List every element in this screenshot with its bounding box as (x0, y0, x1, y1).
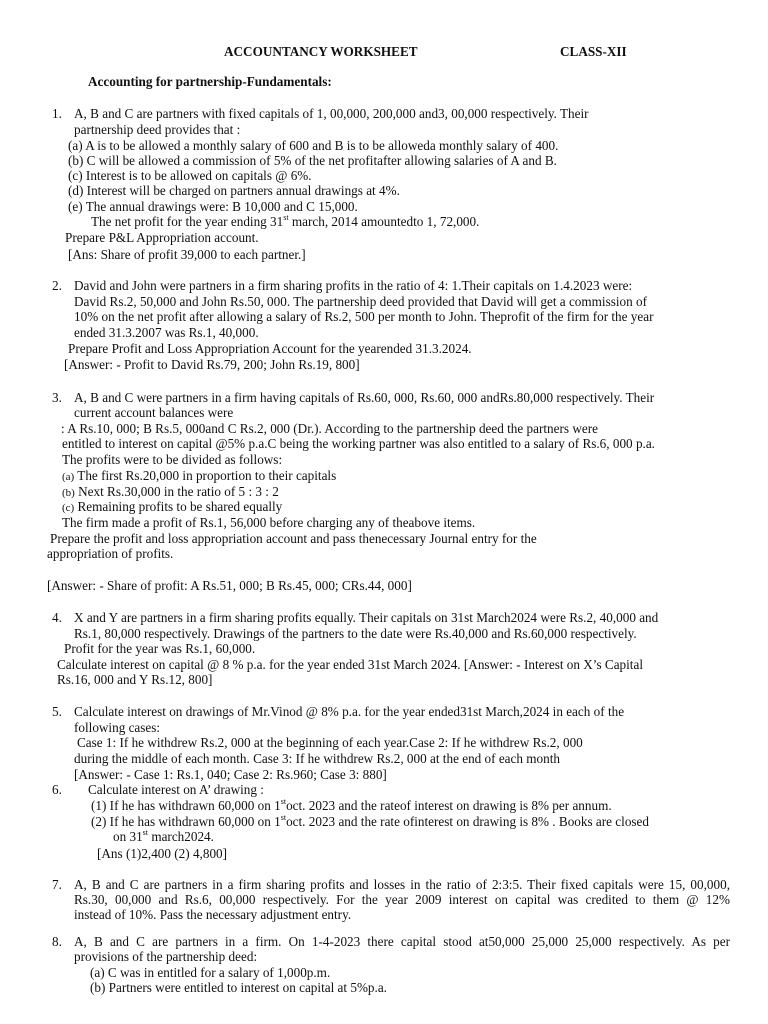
class-label: CLASS-XII (560, 44, 627, 59)
question-instruction: Prepare P&L Appropriation account. (65, 230, 259, 245)
question-line: : A Rs.10, 000; B Rs.5, 000and C Rs.2, 000 (Dr.). According to the partnership deed the partners were (61, 421, 598, 436)
answer-line: [Ans: Share of profit 39,000 to each partner.] (68, 247, 306, 262)
question-line: ended 31.3.2007 was Rs.1, 40,000. (74, 325, 259, 340)
question-line: Calculate interest on drawings of Mr.Vinod @ 8% p.a. for the year ended31st March,2024 in each of the (74, 704, 625, 719)
answer-line: Rs.16, 000 and Y Rs.12, 800] (57, 672, 213, 687)
question-instruction: Prepare Profit and Loss Appropriation Account for the yearended 31.3.2024. (68, 341, 472, 356)
question-subitem: (c) Interest is to be allowed on capitals @ 6%. (68, 168, 312, 183)
question-line: The net profit for the year ending 31st march, 2014 amountedto 1, 72,000. (91, 212, 480, 229)
question-number: 2. (52, 278, 62, 293)
question-line: X and Y are partners in a firm sharing profits equally. Their capitals on 31st March2024 were Rs.2, 40,000 and (74, 610, 659, 625)
answer-line: [Answer: - Profit to David Rs.79, 200; John Rs.19, 800] (64, 357, 360, 372)
question-instruction: Prepare the profit and loss appropriation account and pass thenecessary Journal entry for the (50, 531, 537, 546)
question-number: 5. (52, 704, 62, 719)
question-line: David and John were partners in a firm sharing profits in the ratio of 4: 1.Their capitals on 1.4.2023 were: (74, 278, 633, 293)
answer-line: [Ans (1)2,400 (2) 4,800] (97, 846, 228, 861)
question-subitem: (a) A is to be allowed a monthly salary of 600 and B is to be alloweda monthly salary of 400. (68, 138, 559, 153)
question-number: 1. (52, 106, 62, 121)
question-subitem: (d) Interest will be charged on partners annual drawings at 4%. (68, 183, 400, 198)
question-number: 4. (52, 610, 62, 625)
question-subitem: (b) C will be allowed a commission of 5% of the net profitafter allowing salaries of A and B. (68, 153, 557, 168)
question-subitem: (c) Remaining profits to be shared equally (62, 499, 283, 514)
question-line: David Rs.2, 50,000 and John Rs.50, 000. The partnership deed provided that David will get a commission of (74, 294, 647, 309)
question-line: A, B and C are partners with fixed capitals of 1, 00,000, 200,000 and3, 00,000 respectively. Their (74, 106, 589, 121)
question-line: entitled to interest on capital @5% p.a.C being the working partner was also entitled to a salary of Rs.6, 000 p.a. (62, 436, 655, 451)
question-line: on 31st march2024. (113, 827, 214, 844)
question-line: The profits were to be divided as follows: (62, 452, 283, 467)
question-instruction: Calculate interest on capital @ 8 % p.a. for the year ended 31st March 2024. [Answer: - Interest on X’s Capital (57, 657, 643, 672)
question-line: Profit for the year was Rs.1, 60,000. (64, 641, 256, 656)
question-line: Rs.1, 80,000 respectively. Drawings of the partners to the date were Rs.40,000 and Rs.60,000 respectively. (74, 626, 637, 641)
question-subitem: (b) Next Rs.30,000 in the ratio of 5 : 3 : 2 (62, 484, 279, 499)
worksheet-title: ACCOUNTANCY WORKSHEET (224, 44, 418, 59)
question-number: 7. (52, 877, 62, 892)
question-subitem: (2) If he has withdrawn 60,000 on 1stoct. 2023 and the rate ofinterest on drawing is 8% . Books are closed (91, 812, 649, 829)
question-line: Calculate interest on A’ drawing : (88, 782, 264, 797)
question-subitem: (a) The first Rs.20,000 in proportion to their capitals (62, 468, 337, 483)
answer-line: [Answer: - Case 1: Rs.1, 040; Case 2: Rs.960; Case 3: 880] (74, 767, 387, 782)
question-line: Case 1: If he withdrew Rs.2, 000 at the beginning of each year.Case 2: If he withdrew Rs.2, 000 (77, 735, 583, 750)
question-subitem: (a) C was in entitled for a salary of 1,000p.m. (90, 965, 331, 980)
question-number: 6. (52, 782, 62, 797)
worksheet-header (0, 44, 768, 60)
question-line: instead of 10%. Pass the necessary adjustment entry. (74, 907, 352, 922)
question-subitem: (1) If he has withdrawn 60,000 on 1stoct. 2023 and the rateof interest on drawing is 8% per annum. (91, 796, 612, 813)
question-line: A, B and C are partners in a firm. On 1-4-2023 there capital stood at50,000 25,000 25,000 respectively. As per (74, 934, 730, 949)
question-instruction: appropriation of profits. (47, 546, 174, 561)
question-line: during the middle of each month. Case 3: If he withdrew Rs.2, 000 at the end of each month (74, 751, 560, 766)
question-line: current account balances were (74, 405, 234, 420)
question-line: partnership deed provides that : (74, 122, 241, 137)
question-number: 8. (52, 934, 62, 949)
worksheet-subtitle: Accounting for partnership-Fundamentals: (88, 74, 332, 89)
question-line: 10% on the net profit after allowing a salary of Rs.2, 500 per month to John. Theprofit of the firm for the year (74, 309, 654, 324)
question-line: provisions of the partnership deed: (74, 949, 258, 964)
question-number: 3. (52, 390, 62, 405)
question-line: Rs.30, 00,000 and Rs.6, 00,000 respectively. For the year 2009 interest on capital was credited to them @ 12% (74, 892, 730, 907)
question-subitem: (e) The annual drawings were: B 10,000 and C 15,000. (68, 199, 358, 214)
answer-line: [Answer: - Share of profit: A Rs.51, 000; B Rs.45, 000; CRs.44, 000] (47, 578, 412, 593)
question-line: following cases: (74, 720, 161, 735)
question-line: A, B and C are partners in a firm sharing profits and losses in the ratio of 2:3:5. Their fixed capitals were 15, 00,000, (74, 877, 730, 892)
question-line: A, B and C were partners in a firm having capitals of Rs.60, 000, Rs.60, 000 andRs.80,000 respectively. Their (74, 390, 655, 405)
question-subitem: (b) Partners were entitled to interest on capital at 5%p.a. (90, 980, 387, 995)
question-line: The firm made a profit of Rs.1, 56,000 before charging any of theabove items. (62, 515, 476, 530)
